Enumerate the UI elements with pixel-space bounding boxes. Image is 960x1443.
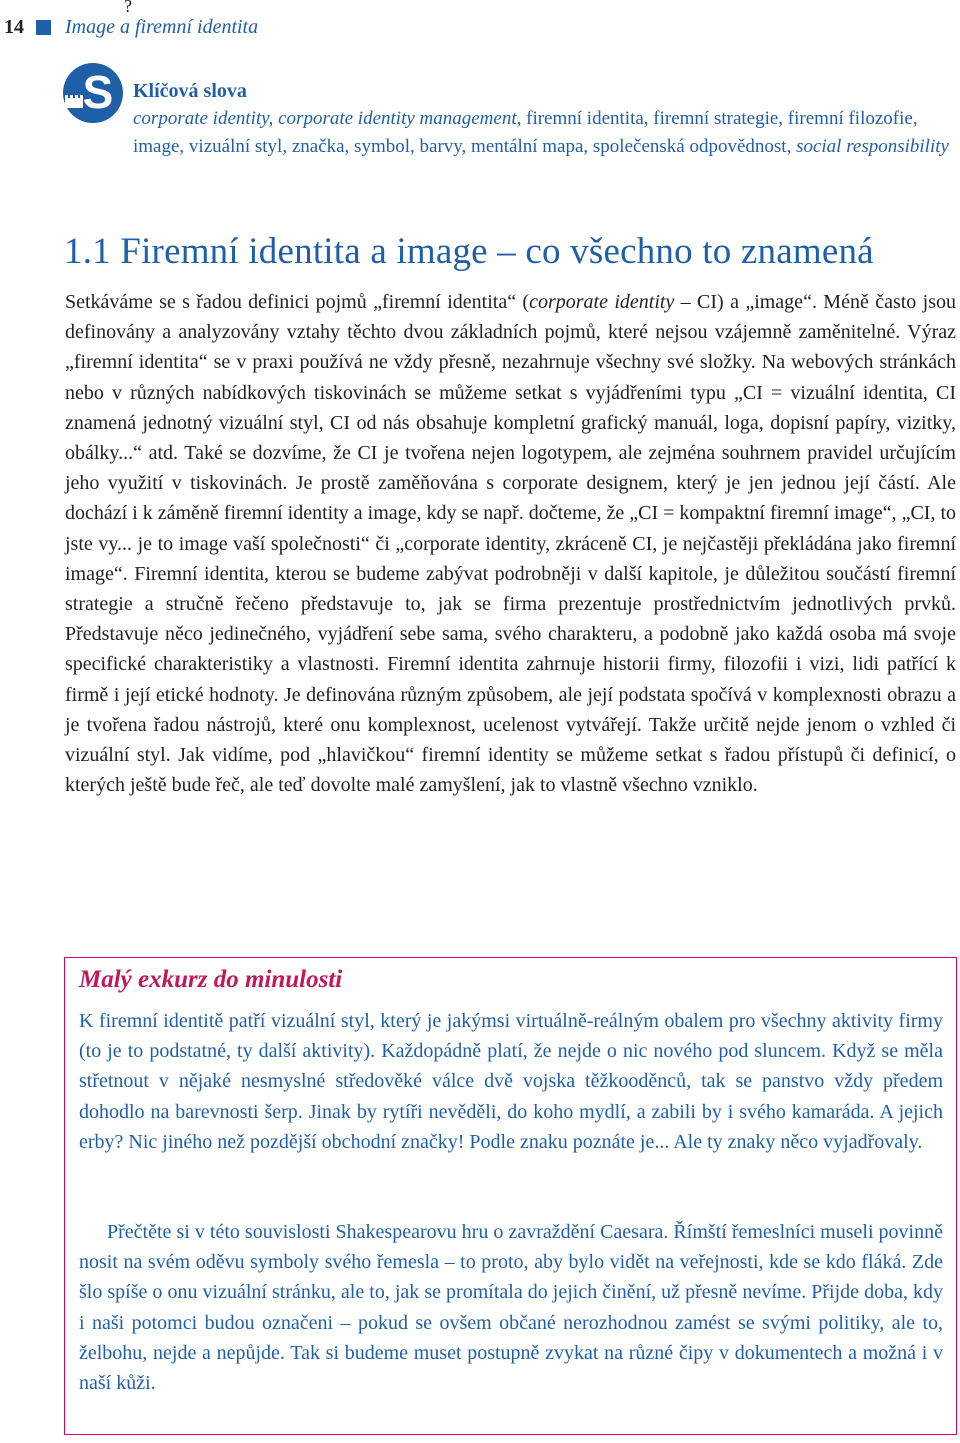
excursus-title: Malý exkurz do minulosti — [79, 966, 343, 993]
running-header — [4, 16, 258, 39]
body-text-rest: – CI) a „image“. Méně často jsou definovány a analyzovány vztahy těchto dvou základních pojmů, které nejsou vzájemně zaměnitelné. Výraz „firemní identita“ se v praxi používá ne vždy přesně, nezahrnuje všechny své složky. Na webových stránkách nebo v různých nabídkových tiskovinách se můžeme setkat s vyjádřeními typu „CI = vizuální identita, CI znamená jednotný vizuální styl, CI od nás obsahuje kompletní grafický manuál, loga, dopisní papíry, vizitky, obálky...“ atd. Také se dozvíme, že CI je tvořena nejen logotypem, ale zejména souhrnem pravidel určujícím jeho využití v tiskovinách. Je prostě zaměňována s corporate designem, který je jen jednou její částí. Ale dochází i k záměně firemní identity a image, kdy se např. dočteme, že „CI = kompaktní firemní image“, „CI, to jste vy... je to image vaší společnosti“ či „corporate identity, zkráceně CI, je nejčastěji překládána jako firemní image“. Firemní identita, kterou se budeme zabývat podrobněji v další kapitole, je důležitou součástí firemní strategie a stručně řečeno představuje to, jak se firma prezentuje prostřednictvím jednotlivých prvků. Představuje něco jedinečného, vyjádření sebe sama, svého charakteru, a podobně jako každá osoba má svoje specifické charakteristiky a vlastnosti. Firemní identita zahrnuje historii firmy, filozofii i vizi, lidi patřící k firmě i její etické hodnoty. Je definována různým způsobem, ale její podstata spočívá v komplexnosti obrazu a je tvořena řadou nástrojů, které onu komplexnost, ucelenost vytvářejí. Takže určitě nejde jenom o vzhled či vizuální styl. Jak vidíme, pod „hlavičkou“ firemní identity se můžeme setkat s řadou přístupů či definicí, o kterých ještě bude řeč, ale teď dovolte malé zamyšlení, jak to vlastně všechno vzniklo. — [65, 291, 956, 797]
keywords-title: Klíčová slova — [133, 80, 247, 102]
excursus-paragraph-2: Přečtěte si v této souvislosti Shakespearovu hru o zavraždění Caesara. Římští řemeslníci museli povinně nosit na svém oděvu symboly svého řemesla – to proto, aby bylo vidět na veřejnosti, kde se kdo fláká. Zde šlo spíše o onu vizuální stránku, ale to, jak se promítala do jejich činění, už přesně nevíme. Přijde doba, kdy i naši potomci budou označeni – pokud se ovšem občané nerozhodnou zamést se svými politiky, ale to, želbohu, nejde a nepůjde. Tak si budeme muset postupně zvykat na různé čipy v dokumentech a možná i v naší kůži. — [79, 1221, 943, 1395]
keywords-terms: firemní identita, firemní strategie, firemní filozofie, image, vizuální styl, značka, symbol, barvy, mentální mapa, společenská odpovědnost, — [133, 108, 918, 157]
keywords-italic-terms-end: social responsibility — [796, 136, 949, 157]
stray-mark: ? — [124, 0, 132, 16]
keywords-section — [133, 78, 958, 161]
keywords-s-icon — [62, 62, 124, 124]
keywords-text — [133, 105, 958, 161]
running-title: Image a firemní identita — [65, 16, 259, 38]
excursus-box — [64, 957, 957, 1435]
keywords-italic-terms: corporate identity, corporate identity management, — [133, 108, 522, 129]
blue-square-icon — [36, 20, 51, 35]
page-number: 14 — [4, 16, 24, 38]
body-paragraph — [65, 287, 956, 800]
body-text-start: Setkáváme se s řadou definici pojmů „firemní identita“ ( — [65, 291, 530, 313]
section-title: 1.1 Firemní identita a image – co všechno to znamená — [64, 231, 874, 272]
excursus-paragraph-1: K firemní identitě patří vizuální styl, který je jakýmsi virtuálně-reálným obalem pro všechny aktivity firmy (to je to podstatné, ty další aktivity). Každopádně platí, že nejde o nic nového pod sluncem. Když se měla střetnout v nějaké nesmyslné středověké válce dvě vojska těžkooděnců, tak se panstvo vždy předem dohodlo na barevnosti šerp. Jinak by rytíři nevěděli, do koho mydlí, a zabili by i svého kamaráda. A jejich erby? Nic jiného než pozdější obchodní značky! Podle znaku poznáte je... Ale ty znaky něco vyjadřovaly. — [79, 1010, 943, 1153]
body-italic-term: corporate identity — [529, 291, 675, 313]
svg-text:S: S — [82, 66, 114, 118]
